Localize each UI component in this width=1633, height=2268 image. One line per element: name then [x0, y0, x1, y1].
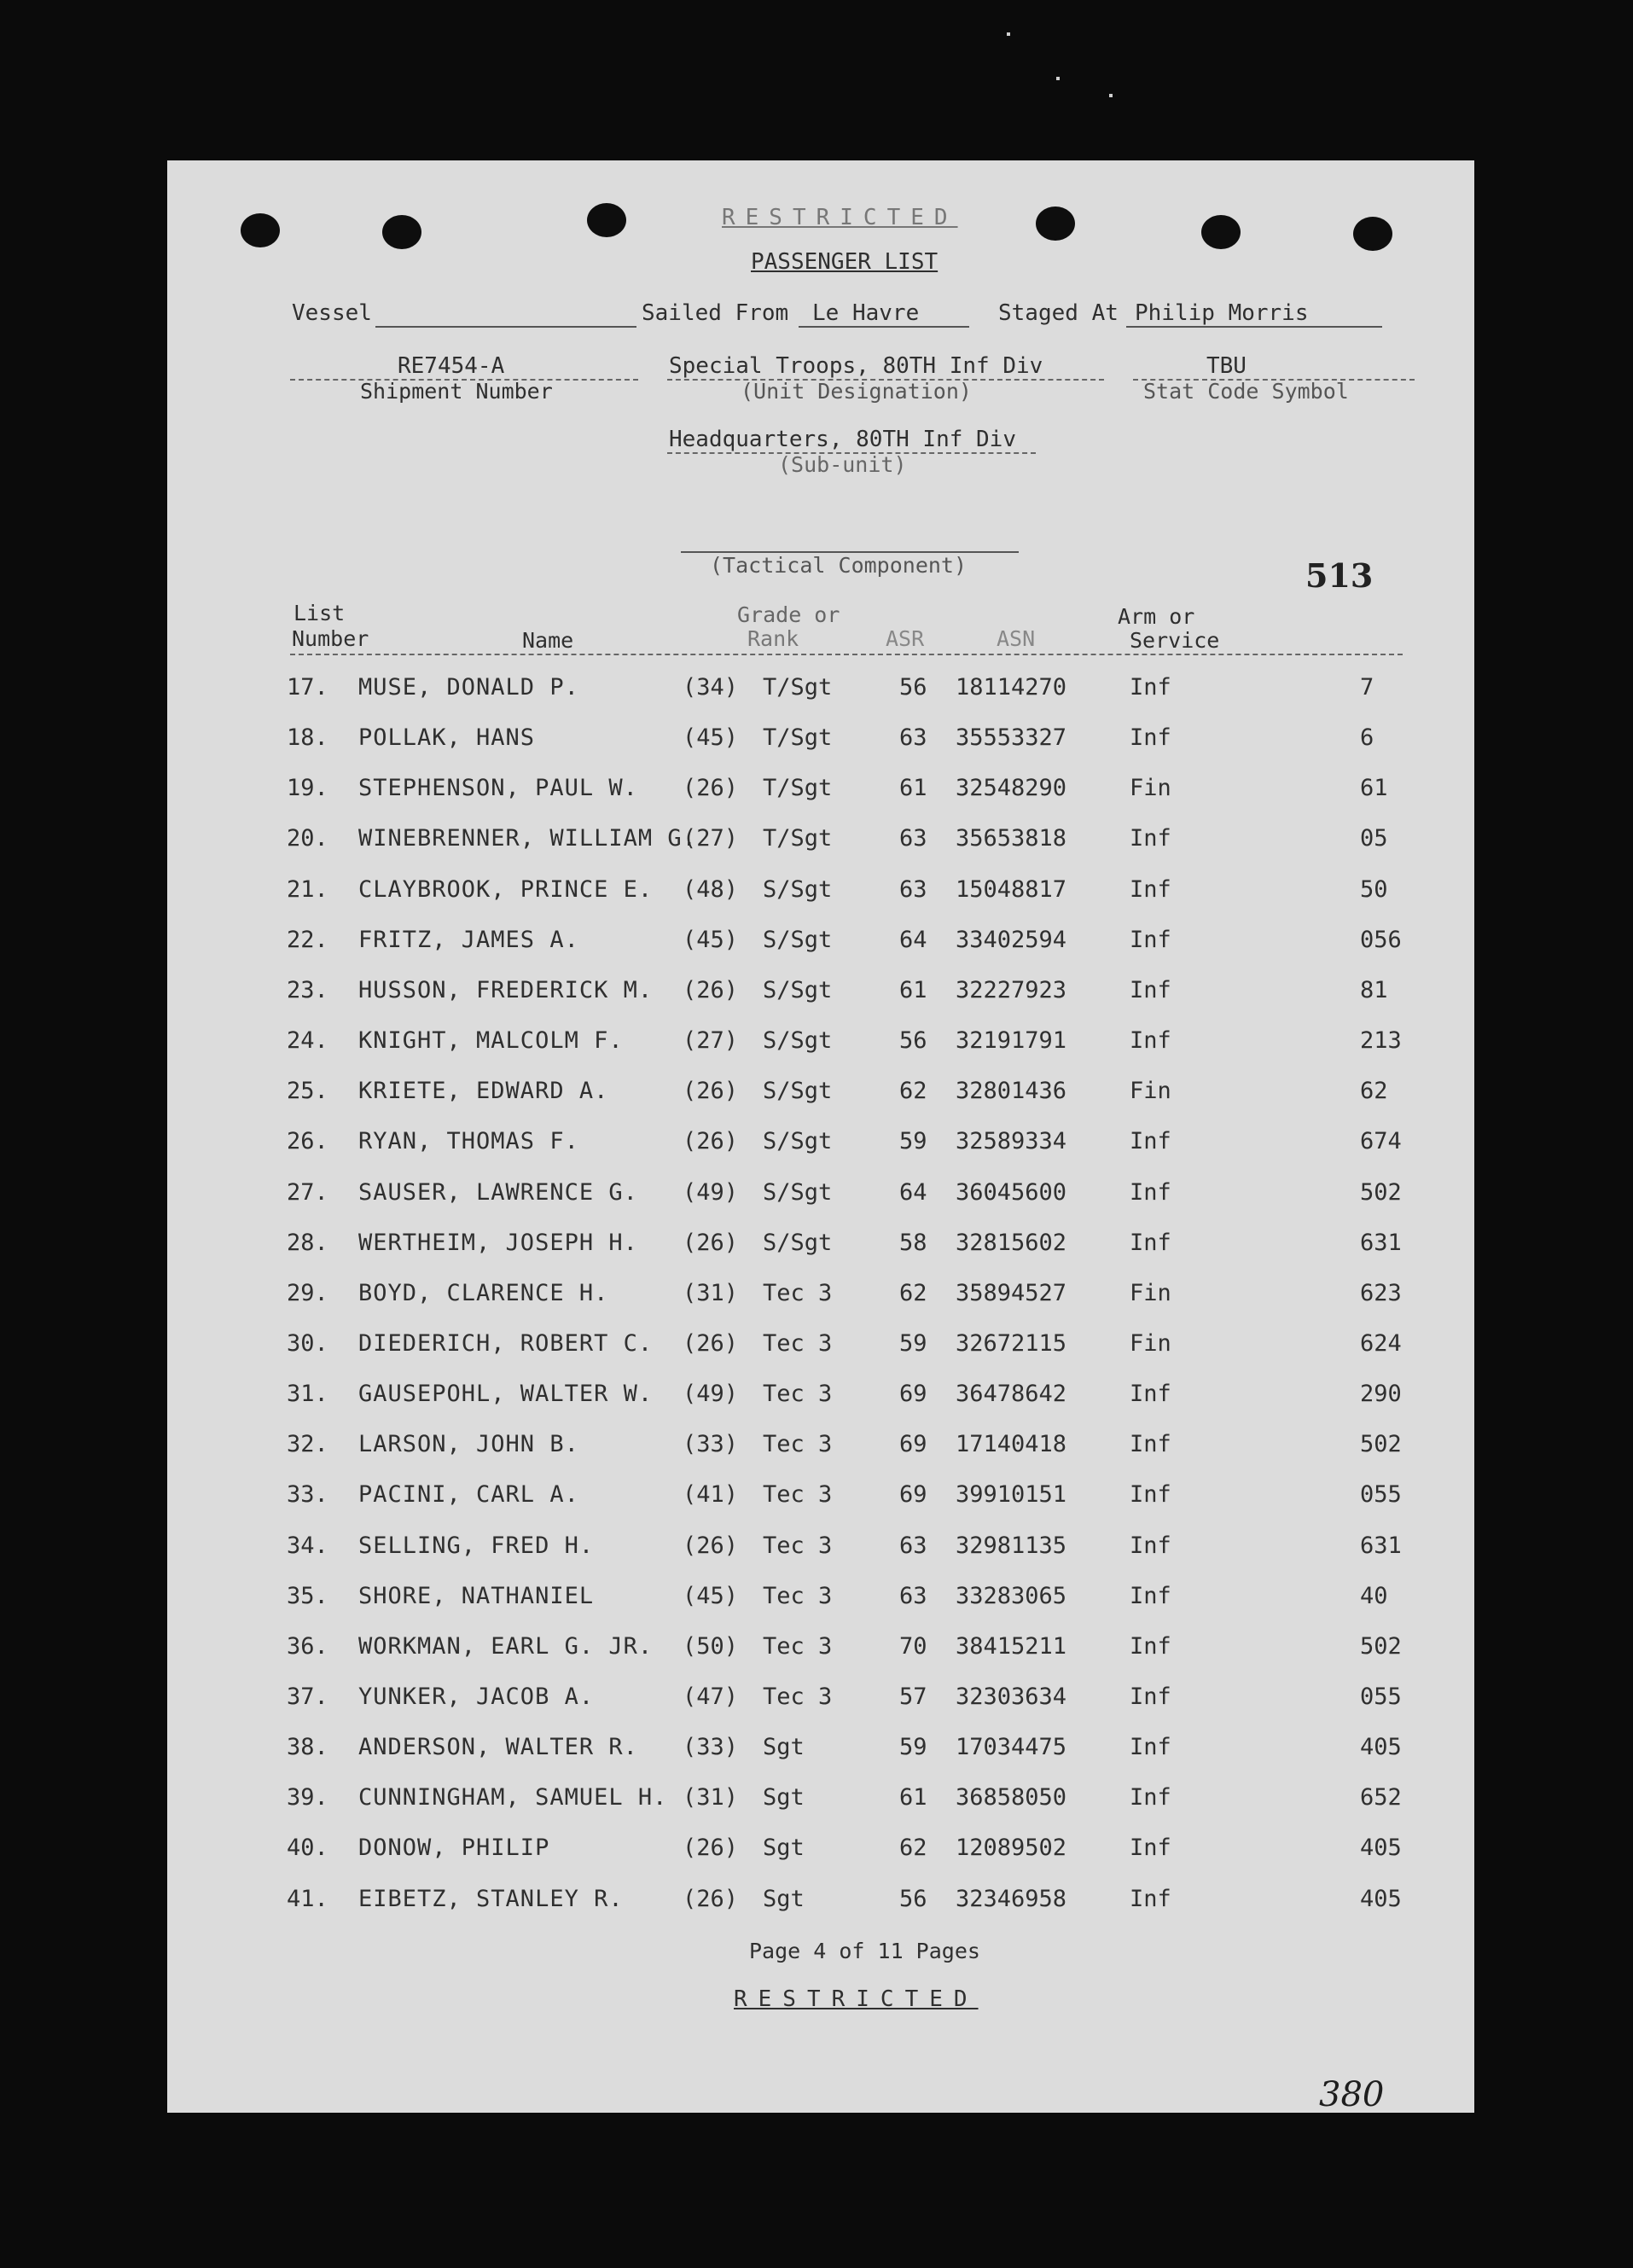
row-name: RYAN, THOMAS F. [358, 1128, 579, 1155]
row-asr: 63 [899, 1582, 927, 1609]
row-arm: Inf [1130, 724, 1171, 752]
tactical-label: (Tactical Component) [710, 553, 968, 578]
table-row [167, 1431, 1474, 1465]
staged-at-label: Staged At [998, 300, 1119, 326]
table-row [167, 1583, 1474, 1617]
row-age: (27) [683, 1027, 739, 1055]
row-arm: Inf [1130, 1632, 1171, 1660]
row-grade: Sgt [763, 1885, 805, 1912]
row-code: 405 [1360, 1835, 1402, 1862]
table-row [167, 1330, 1474, 1364]
row-name: HUSSON, FREDERICK M. [358, 976, 654, 1003]
row-grade: T/Sgt [763, 775, 833, 802]
row-name: GAUSEPOHL, WALTER W. [358, 1381, 654, 1408]
row-code: 623 [1360, 1279, 1402, 1306]
row-number: 37. [287, 1684, 328, 1710]
row-age: (49) [683, 1381, 739, 1408]
row-code: 056 [1360, 926, 1402, 953]
row-arm: Inf [1130, 1178, 1171, 1206]
row-code: 502 [1360, 1632, 1402, 1660]
row-asn: 32548290 [956, 775, 1067, 802]
row-asr: 59 [899, 1734, 927, 1761]
row-code: 624 [1360, 1329, 1402, 1357]
row-grade: Tec 3 [763, 1684, 833, 1710]
row-age: (48) [683, 875, 739, 903]
row-grade: Tec 3 [763, 1431, 833, 1458]
row-arm: Inf [1130, 976, 1171, 1003]
table-row [167, 876, 1474, 910]
row-code: 6 [1360, 724, 1374, 752]
row-number: 38. [287, 1734, 328, 1761]
row-name: WORKMAN, EARL G. JR. [358, 1632, 654, 1660]
row-arm: Inf [1130, 1431, 1171, 1458]
row-age: (26) [683, 1229, 739, 1256]
table-row [167, 1027, 1474, 1061]
row-asr: 58 [899, 1229, 927, 1256]
table-row [167, 674, 1474, 708]
header-service: Service [1130, 628, 1220, 653]
header-asr: ASR [886, 626, 925, 651]
row-asn: 18114270 [956, 674, 1067, 701]
row-code: 62 [1360, 1078, 1388, 1105]
row-age: (27) [683, 825, 739, 852]
staged-at-value: Philip Morris [1135, 300, 1309, 326]
row-asr: 70 [899, 1632, 927, 1660]
row-number: 24. [287, 1027, 328, 1055]
row-number: 31. [287, 1381, 328, 1408]
row-number: 35. [287, 1582, 328, 1609]
sailed-from-label: Sailed From [642, 300, 789, 326]
unit-designation-value: Special Troops, 80TH Inf Div [669, 353, 1043, 379]
row-name: PACINI, CARL A. [358, 1481, 579, 1509]
row-age: (47) [683, 1684, 739, 1710]
row-arm: Inf [1130, 1582, 1171, 1609]
row-asr: 61 [899, 976, 927, 1003]
row-asn: 32346958 [956, 1885, 1067, 1912]
row-asn: 38415211 [956, 1632, 1067, 1660]
row-asr: 62 [899, 1279, 927, 1306]
row-number: 33. [287, 1481, 328, 1509]
row-asn: 32589334 [956, 1128, 1067, 1155]
row-name: SHORE, NATHANIEL [358, 1582, 595, 1609]
row-code: 502 [1360, 1178, 1402, 1206]
row-name: FRITZ, JAMES A. [358, 926, 579, 953]
row-number: 27. [287, 1178, 328, 1206]
row-arm: Inf [1130, 1381, 1171, 1408]
row-asr: 59 [899, 1128, 927, 1155]
row-asn: 32191791 [956, 1027, 1067, 1055]
header-list: List [293, 601, 346, 625]
row-code: 50 [1360, 875, 1388, 903]
row-code: 055 [1360, 1684, 1402, 1710]
shipment-number-value: RE7454-A [398, 353, 505, 379]
row-name: MUSE, DONALD P. [358, 674, 579, 701]
stat-code-value: TBU [1206, 353, 1247, 379]
row-name: POLLAK, HANS [358, 724, 536, 752]
header-name: Name [522, 628, 574, 653]
row-asr: 69 [899, 1381, 927, 1408]
row-name: SAUSER, LAWRENCE G. [358, 1178, 638, 1206]
row-asr: 64 [899, 926, 927, 953]
row-arm: Inf [1130, 1229, 1171, 1256]
row-number: 29. [287, 1279, 328, 1306]
scan-speck [1056, 77, 1060, 80]
table-row [167, 825, 1474, 859]
punch-hole [241, 213, 280, 247]
row-grade: T/Sgt [763, 674, 833, 701]
row-arm: Fin [1130, 775, 1171, 802]
row-grade: S/Sgt [763, 1078, 833, 1105]
row-asn: 33402594 [956, 926, 1067, 953]
row-number: 22. [287, 926, 328, 953]
row-arm: Fin [1130, 1279, 1171, 1306]
row-code: 05 [1360, 825, 1388, 852]
row-code: 81 [1360, 976, 1388, 1003]
row-asr: 56 [899, 1027, 927, 1055]
row-code: 674 [1360, 1128, 1402, 1155]
row-asn: 36045600 [956, 1178, 1067, 1206]
row-grade: S/Sgt [763, 1027, 833, 1055]
row-grade: T/Sgt [763, 825, 833, 852]
row-arm: Inf [1130, 1027, 1171, 1055]
row-number: 17. [287, 674, 328, 701]
scan-speck [1007, 32, 1010, 36]
row-number: 36. [287, 1632, 328, 1660]
row-age: (45) [683, 724, 739, 752]
page-stamp: 513 [1305, 556, 1374, 595]
row-age: (26) [683, 1078, 739, 1105]
row-grade: Tec 3 [763, 1582, 833, 1609]
row-arm: Inf [1130, 875, 1171, 903]
row-name: STEPHENSON, PAUL W. [358, 775, 638, 802]
row-number: 21. [287, 875, 328, 903]
row-age: (45) [683, 926, 739, 953]
table-row [167, 1532, 1474, 1567]
row-arm: Inf [1130, 1128, 1171, 1155]
row-asr: 64 [899, 1178, 927, 1206]
punch-hole [382, 215, 421, 249]
row-grade: Sgt [763, 1784, 805, 1811]
row-age: (41) [683, 1481, 739, 1509]
row-asn: 17034475 [956, 1734, 1067, 1761]
row-asn: 17140418 [956, 1431, 1067, 1458]
row-arm: Inf [1130, 926, 1171, 953]
row-number: 32. [287, 1431, 328, 1458]
classification-top: RESTRICTED [722, 205, 958, 230]
row-asn: 35553327 [956, 724, 1067, 752]
table-row [167, 1835, 1474, 1869]
row-asr: 63 [899, 724, 927, 752]
row-code: 405 [1360, 1734, 1402, 1761]
row-code: 61 [1360, 775, 1388, 802]
row-name: DIEDERICH, ROBERT C. [358, 1329, 654, 1357]
row-code: 213 [1360, 1027, 1402, 1055]
row-code: 7 [1360, 674, 1374, 701]
row-grade: S/Sgt [763, 1178, 833, 1206]
row-age: (33) [683, 1734, 739, 1761]
table-row [167, 977, 1474, 1011]
row-name: CUNNINGHAM, SAMUEL H. [358, 1784, 668, 1811]
row-age: (26) [683, 1128, 739, 1155]
row-age: (26) [683, 1835, 739, 1862]
row-code: 290 [1360, 1381, 1402, 1408]
row-number: 30. [287, 1329, 328, 1357]
row-grade: S/Sgt [763, 875, 833, 903]
table-row [167, 1784, 1474, 1818]
row-asn: 15048817 [956, 875, 1067, 903]
stat-code-label: Stat Code Symbol [1143, 379, 1349, 404]
row-age: (34) [683, 674, 739, 701]
header-number: Number [292, 626, 369, 651]
header-grade: Grade or [737, 602, 840, 627]
row-age: (31) [683, 1279, 739, 1306]
punch-hole [1201, 215, 1241, 249]
row-number: 19. [287, 775, 328, 802]
row-asr: 56 [899, 674, 927, 701]
table-row [167, 1179, 1474, 1213]
row-age: (45) [683, 1582, 739, 1609]
row-age: (50) [683, 1632, 739, 1660]
table-row [167, 1886, 1474, 1920]
row-asn: 35894527 [956, 1279, 1067, 1306]
row-asn: 32227923 [956, 976, 1067, 1003]
table-row [167, 1481, 1474, 1515]
punch-hole [587, 203, 626, 237]
table-row [167, 775, 1474, 809]
punch-hole [1353, 217, 1392, 251]
row-asr: 69 [899, 1481, 927, 1509]
page-footer: Page 4 of 11 Pages [749, 1939, 980, 1963]
table-row [167, 1128, 1474, 1162]
subunit-value: Headquarters, 80TH Inf Div [669, 427, 1016, 452]
row-name: KNIGHT, MALCOLM F. [358, 1027, 624, 1055]
row-number: 34. [287, 1532, 328, 1559]
row-name: WINEBRENNER, WILLIAM G. [358, 825, 697, 852]
scan-speck [1109, 94, 1113, 97]
row-number: 25. [287, 1078, 328, 1105]
row-name: WERTHEIM, JOSEPH H. [358, 1229, 638, 1256]
row-grade: S/Sgt [763, 976, 833, 1003]
table-row [167, 724, 1474, 759]
row-age: (26) [683, 1885, 739, 1912]
row-grade: Tec 3 [763, 1279, 833, 1306]
row-asr: 63 [899, 1532, 927, 1559]
row-grade: Tec 3 [763, 1381, 833, 1408]
row-asr: 62 [899, 1835, 927, 1862]
row-asr: 63 [899, 825, 927, 852]
row-asr: 69 [899, 1431, 927, 1458]
row-asn: 39910151 [956, 1481, 1067, 1509]
row-asn: 32672115 [956, 1329, 1067, 1357]
table-row [167, 1078, 1474, 1112]
row-arm: Fin [1130, 1078, 1171, 1105]
document-title: PASSENGER LIST [751, 249, 939, 275]
row-code: 405 [1360, 1885, 1402, 1912]
row-number: 20. [287, 825, 328, 852]
row-arm: Inf [1130, 825, 1171, 852]
row-code: 631 [1360, 1532, 1402, 1559]
row-name: EIBETZ, STANLEY R. [358, 1885, 624, 1912]
row-grade: Sgt [763, 1734, 805, 1761]
row-code: 055 [1360, 1481, 1402, 1509]
row-asn: 32801436 [956, 1078, 1067, 1105]
header-arm: Arm or [1118, 604, 1195, 629]
row-name: CLAYBROOK, PRINCE E. [358, 875, 654, 903]
classification-bottom: RESTRICTED [734, 1986, 979, 2012]
row-number: 26. [287, 1128, 328, 1155]
row-grade: Tec 3 [763, 1632, 833, 1660]
row-asn: 36858050 [956, 1784, 1067, 1811]
row-asn: 12089502 [956, 1835, 1067, 1862]
row-name: SELLING, FRED H. [358, 1532, 595, 1559]
table-row [167, 927, 1474, 961]
row-arm: Fin [1130, 1329, 1171, 1357]
vessel-label: Vessel [292, 300, 372, 326]
row-arm: Inf [1130, 1481, 1171, 1509]
row-number: 41. [287, 1885, 328, 1912]
row-grade: Tec 3 [763, 1532, 833, 1559]
row-asr: 63 [899, 875, 927, 903]
row-name: DONOW, PHILIP [358, 1835, 550, 1862]
row-age: (26) [683, 1329, 739, 1357]
table-row [167, 1230, 1474, 1264]
row-number: 39. [287, 1784, 328, 1811]
row-asn: 36478642 [956, 1381, 1067, 1408]
row-name: YUNKER, JACOB A. [358, 1684, 595, 1710]
row-asr: 62 [899, 1078, 927, 1105]
header-rank: Rank [747, 626, 799, 651]
row-asr: 61 [899, 1784, 927, 1811]
row-grade: S/Sgt [763, 1229, 833, 1256]
row-number: 40. [287, 1835, 328, 1862]
document-page [167, 160, 1474, 2113]
header-underline [290, 654, 1403, 655]
row-arm: Inf [1130, 1684, 1171, 1710]
unit-designation-label: (Unit Designation) [741, 379, 972, 404]
row-code: 631 [1360, 1229, 1402, 1256]
row-name: LARSON, JOHN B. [358, 1431, 579, 1458]
row-arm: Inf [1130, 674, 1171, 701]
row-number: 23. [287, 976, 328, 1003]
row-code: 40 [1360, 1582, 1388, 1609]
row-grade: Sgt [763, 1835, 805, 1862]
table-row [167, 1280, 1474, 1314]
row-asn: 32815602 [956, 1229, 1067, 1256]
row-arm: Inf [1130, 1784, 1171, 1811]
row-age: (26) [683, 976, 739, 1003]
row-grade: T/Sgt [763, 724, 833, 752]
row-asn: 35653818 [956, 825, 1067, 852]
table-row [167, 1684, 1474, 1718]
subunit-label: (Sub-unit) [778, 452, 907, 477]
row-grade: Tec 3 [763, 1329, 833, 1357]
row-asr: 59 [899, 1329, 927, 1357]
row-grade: Tec 3 [763, 1481, 833, 1509]
row-age: (49) [683, 1178, 739, 1206]
row-age: (33) [683, 1431, 739, 1458]
row-age: (26) [683, 775, 739, 802]
handwritten-number: 380 [1319, 2075, 1385, 2114]
row-age: (26) [683, 1532, 739, 1559]
staged-at-underline [1126, 326, 1382, 328]
table-row [167, 1381, 1474, 1415]
row-number: 28. [287, 1229, 328, 1256]
header-asn: ASN [997, 626, 1036, 651]
row-arm: Inf [1130, 1885, 1171, 1912]
row-grade: S/Sgt [763, 926, 833, 953]
table-row [167, 1734, 1474, 1768]
row-asn: 33283065 [956, 1582, 1067, 1609]
row-name: ANDERSON, WALTER R. [358, 1734, 638, 1761]
row-name: BOYD, CLARENCE H. [358, 1279, 609, 1306]
row-age: (31) [683, 1784, 739, 1811]
row-asn: 32981135 [956, 1532, 1067, 1559]
row-asr: 61 [899, 775, 927, 802]
table-row [167, 1633, 1474, 1667]
sailed-from-value: Le Havre [812, 300, 920, 326]
row-grade: S/Sgt [763, 1128, 833, 1155]
row-name: KRIETE, EDWARD A. [358, 1078, 609, 1105]
row-code: 502 [1360, 1431, 1402, 1458]
row-arm: Inf [1130, 1835, 1171, 1862]
sailed-from-underline [799, 326, 969, 328]
row-asr: 56 [899, 1885, 927, 1912]
row-code: 652 [1360, 1784, 1402, 1811]
row-arm: Inf [1130, 1734, 1171, 1761]
row-asr: 57 [899, 1684, 927, 1710]
shipment-number-label: Shipment Number [360, 379, 553, 404]
vessel-underline [375, 326, 636, 328]
row-number: 18. [287, 724, 328, 752]
row-arm: Inf [1130, 1532, 1171, 1559]
row-asn: 32303634 [956, 1684, 1067, 1710]
punch-hole [1036, 206, 1075, 241]
